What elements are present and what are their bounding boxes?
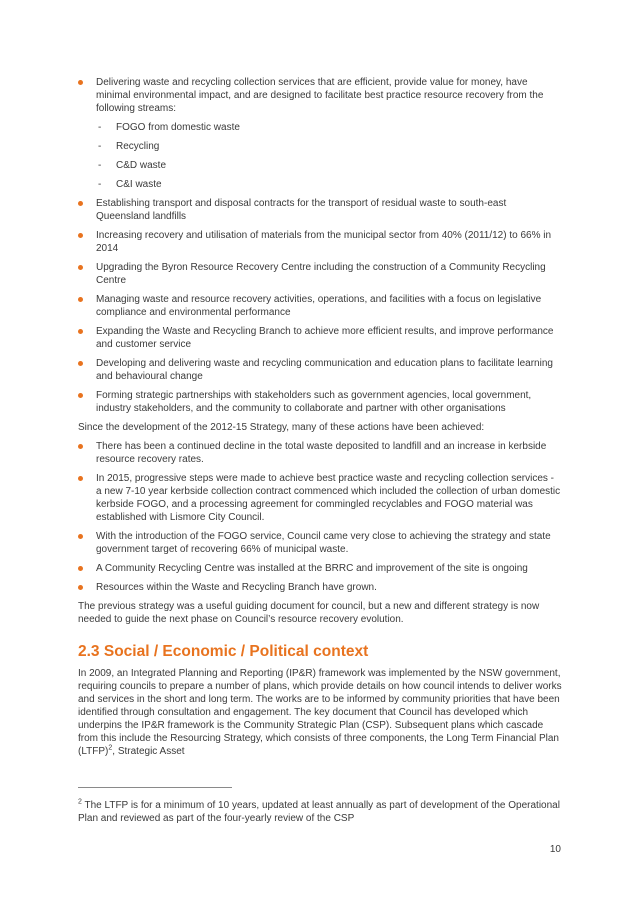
bullet-icon <box>78 329 83 334</box>
bullet-text: With the introduction of the FOGO service, Council came very close to achieving the strategy and state government target of recovering 66% of municipal waste. <box>96 531 551 555</box>
bullet-icon <box>78 80 83 85</box>
actions-list <box>78 76 562 415</box>
list-item <box>78 562 562 575</box>
sub-item-text: C&I waste <box>116 179 162 190</box>
sub-list-item <box>96 121 562 134</box>
bullet-text: Resources within the Waste and Recycling Branch have grown. <box>96 582 377 593</box>
bullet-icon <box>78 444 83 449</box>
bullet-text: Developing and delivering waste and recycling communication and education plans to facilitate learning and behavioural change <box>96 358 553 382</box>
closing-paragraph: The previous strategy was a useful guiding document for council, but a new and different strategy is now needed to guide the next phase on Council’s resource recovery evolution. <box>78 601 540 625</box>
footnote-divider <box>78 787 232 788</box>
bullet-icon <box>78 585 83 590</box>
dash-icon: - <box>98 141 102 152</box>
bullet-icon <box>78 476 83 481</box>
section-heading: 2.3 Social / Economic / Political context <box>78 643 369 660</box>
section-paragraph <box>78 667 562 758</box>
dash-icon: - <box>98 160 102 171</box>
waste-streams-list <box>96 121 562 191</box>
bullet-icon <box>78 233 83 238</box>
bullet-text: In 2015, progressive steps were made to achieve best practice waste and recycling collection services - a new 7-10 year kerbside collection contract commenced which included the collection of urban domestic kerbside FOGO, and a processing agreement for commingled recyclables and FOGO material was established with Lismore City Council. <box>96 473 561 523</box>
dash-icon: - <box>98 179 102 190</box>
list-item <box>78 197 562 223</box>
list-item <box>78 261 562 287</box>
list-item <box>78 472 562 524</box>
section-paragraph-text: In 2009, an Integrated Planning and Reporting (IP&R) framework was implemented by the NSW government, requiring councils to prepare a number of plans, which provide details on how council intends to deliver works and services in the short and long term. The works are to be informed by community priorities that have been identified through consultation and engagement. The key document that Council has developed which underpins the IP&R framework is the Community Strategic Plan (CSP). Subsequent plans which cascade from this include the Resourcing Strategy, which consists of three components, the Long Term Financial Plan (LTFP) <box>78 668 562 757</box>
bullet-icon <box>78 265 83 270</box>
sub-item-text: C&D waste <box>116 160 167 171</box>
list-item <box>78 530 562 556</box>
sub-list-item <box>96 140 562 153</box>
bullet-text: Upgrading the Byron Resource Recovery Centre including the construction of a Community Recycling Centre <box>96 262 546 286</box>
list-item <box>78 325 562 351</box>
bullet-icon <box>78 201 83 206</box>
list-item <box>78 440 562 466</box>
dash-icon: - <box>98 122 102 133</box>
bullet-icon <box>78 297 83 302</box>
bullet-text: Expanding the Waste and Recycling Branch to achieve more efficient results, and improve performance and customer service <box>96 326 554 350</box>
bullet-text: Delivering waste and recycling collection services that are efficient, provide value for money, have minimal environmental impact, and are designed to facilitate best practice resource recovery from the following streams: <box>96 77 544 114</box>
sub-item-text: Recycling <box>116 141 160 152</box>
list-item <box>78 357 562 383</box>
list-item <box>78 581 562 594</box>
list-item <box>78 76 562 191</box>
bullet-text: There has been a continued decline in the total waste deposited to landfill and an increase in kerbside resource recovery rates. <box>96 441 547 465</box>
list-item <box>78 389 562 415</box>
bullet-text: Increasing recovery and utilisation of materials from the municipal sector from 40% (2011/12) to 66% in 2014 <box>96 230 552 254</box>
bullet-text: Forming strategic partnerships with stakeholders such as government agencies, local government, industry stakeholders, and the community to collaborate and partner with other organisations <box>96 390 532 414</box>
footnote-text: The LTFP is for a minimum of 10 years, updated at least annually as part of development of the Operational Plan and reviewed as part of the four-yearly review of the CSP <box>78 800 560 824</box>
bullet-icon <box>78 393 83 398</box>
page-content <box>78 76 562 764</box>
bullet-icon <box>78 566 83 571</box>
section-paragraph-tail: , Strategic Asset <box>112 746 185 757</box>
bullet-icon <box>78 361 83 366</box>
sub-list-item <box>96 178 562 191</box>
sub-item-text: FOGO from domestic waste <box>116 122 240 133</box>
bullet-text: A Community Recycling Centre was installed at the BRRC and improvement of the site is ongoing <box>96 563 528 574</box>
footnote <box>78 799 562 825</box>
bullet-text: Establishing transport and disposal contracts for the transport of residual waste to south-east Queensland landfills <box>96 198 507 222</box>
list-item <box>78 229 562 255</box>
list-item <box>78 293 562 319</box>
bullet-text: Managing waste and resource recovery activities, operations, and facilities with a focus on legislative compliance and environmental performance <box>96 294 542 318</box>
page-number: 10 <box>549 844 561 855</box>
achieved-intro: Since the development of the 2012-15 Strategy, many of these actions have been achieved: <box>78 422 485 433</box>
footnote-reference: 2 <box>108 744 113 752</box>
bullet-icon <box>78 534 83 539</box>
footnote-marker: 2 <box>78 798 82 806</box>
achieved-list <box>78 440 562 594</box>
sub-list-item <box>96 159 562 172</box>
